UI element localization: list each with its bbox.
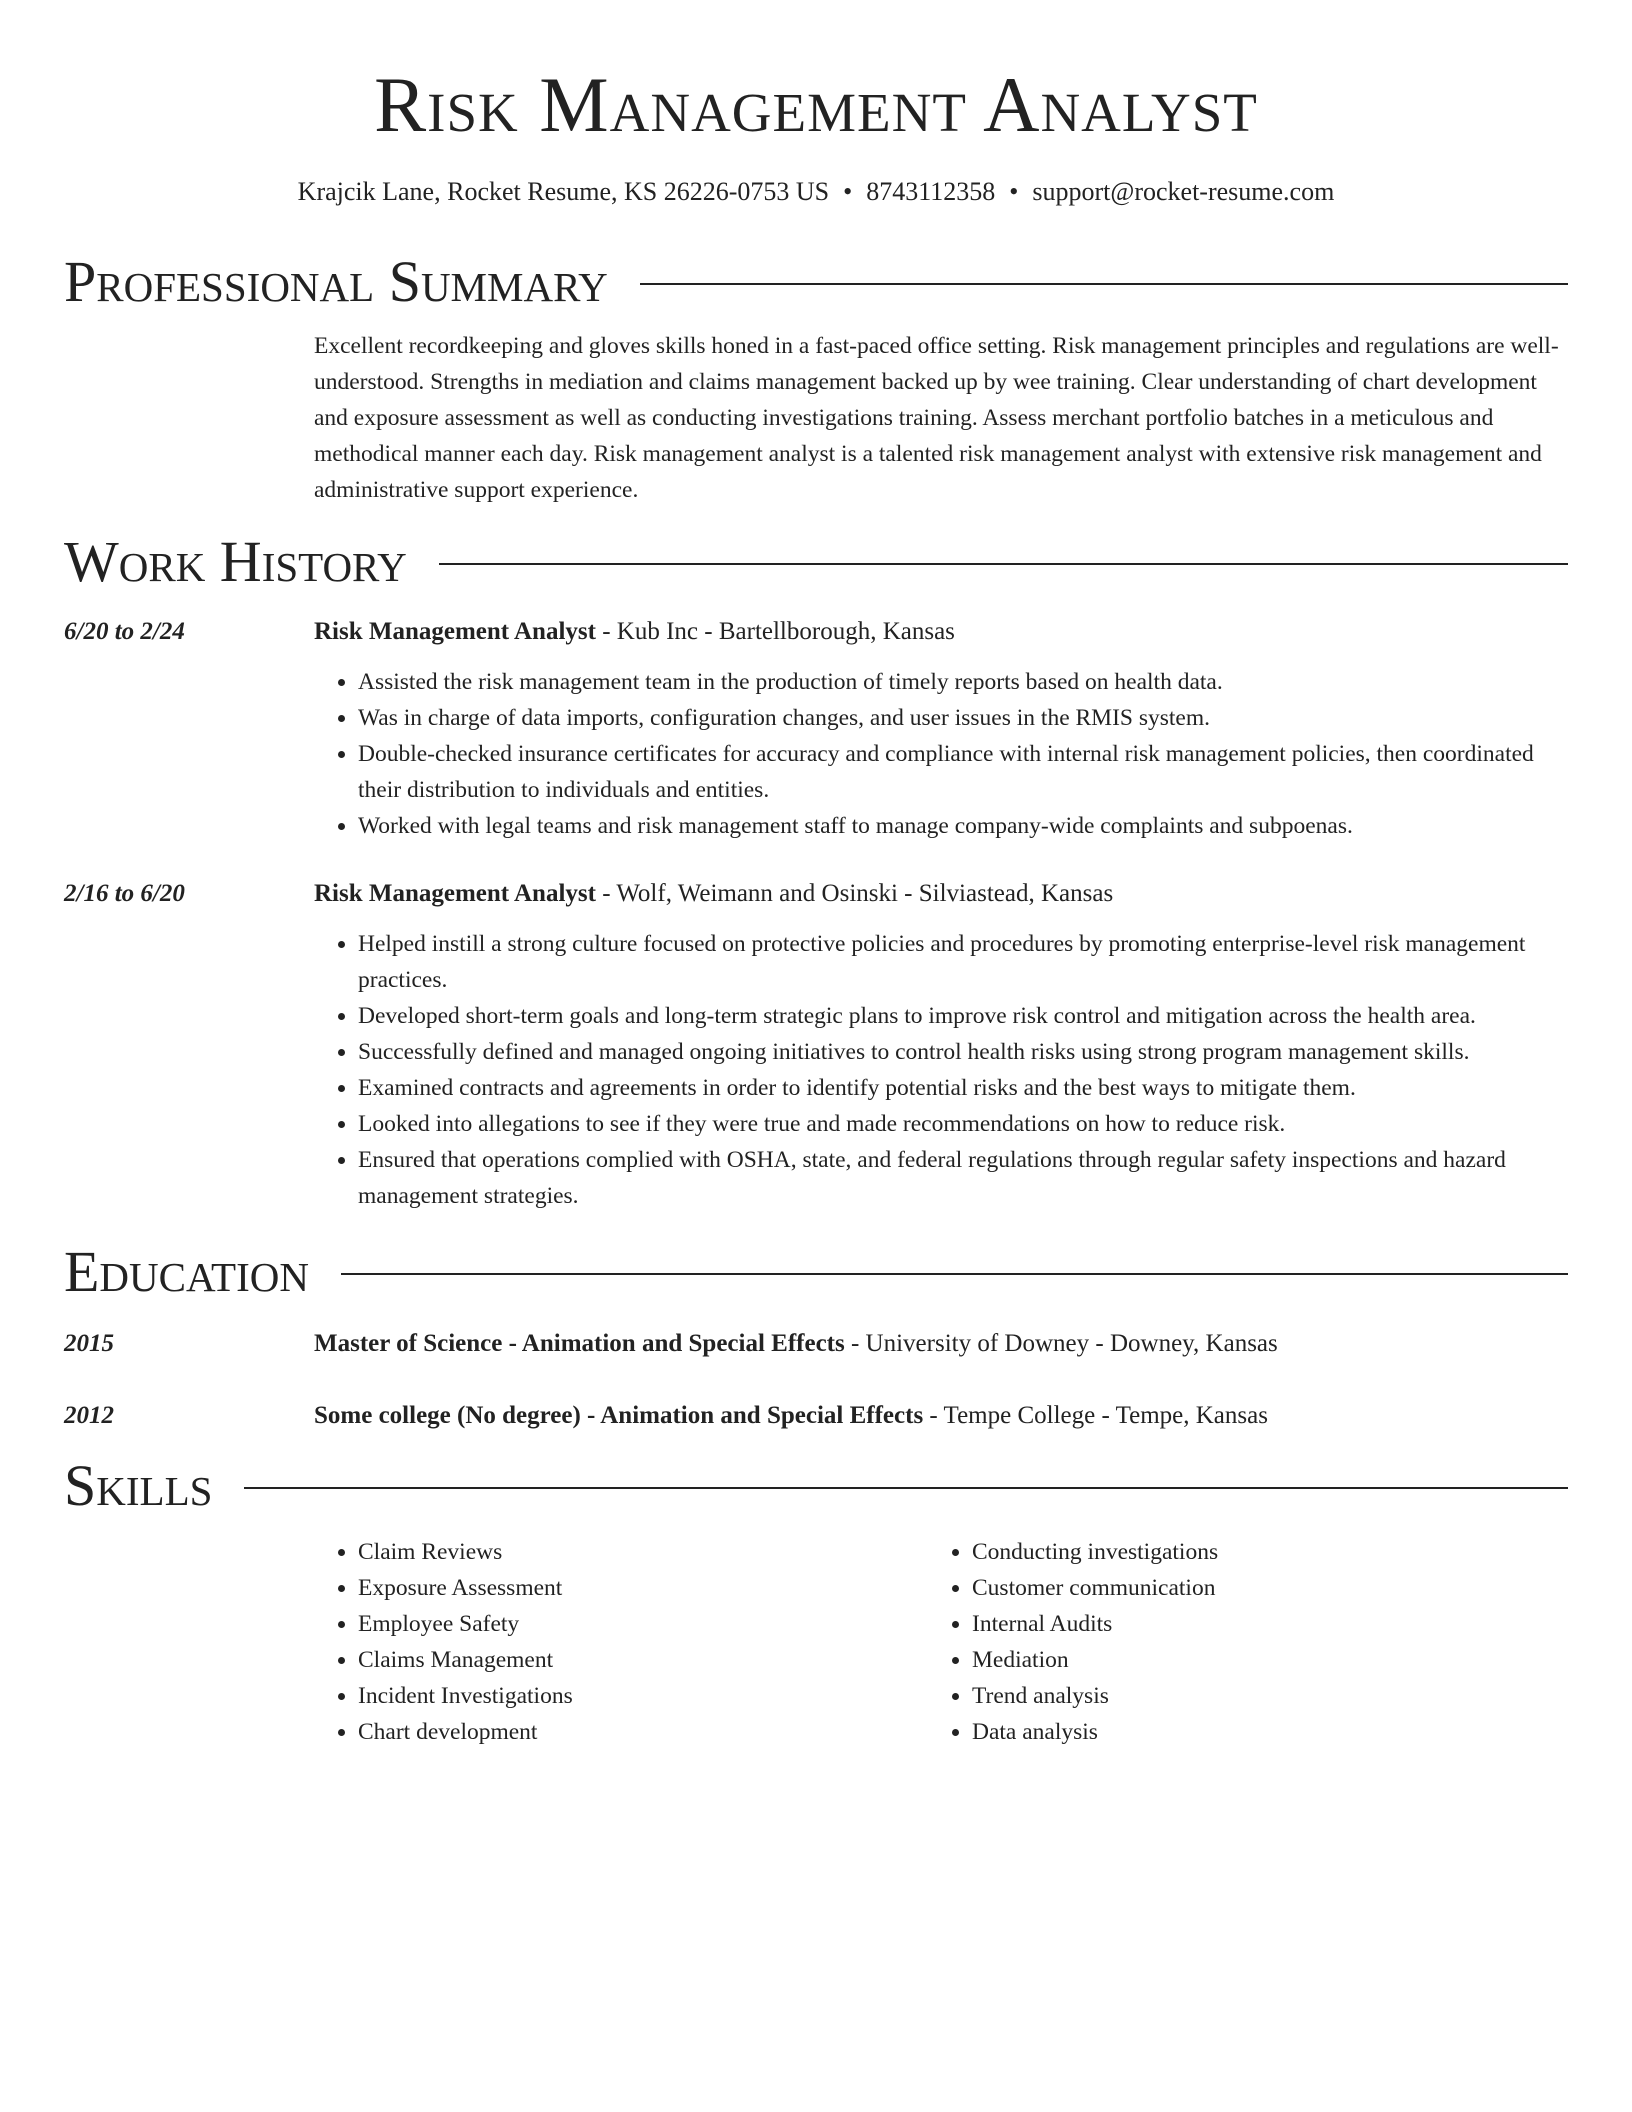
job-entry <box>64 614 1568 844</box>
job-dates: 6/20 to 2/24 <box>64 618 185 645</box>
education-line <box>314 1326 1568 1362</box>
contact-line <box>64 176 1568 208</box>
job-details: - Kub Inc - Bartellborough, Kansas <box>595 618 955 645</box>
skill-item: • Claims Management <box>358 1642 928 1678</box>
skill-item: • Internal Audits <box>972 1606 1542 1642</box>
job-dates: 2/16 to 6/20 <box>64 880 185 907</box>
job-title: Risk Management Analyst <box>314 880 596 907</box>
section-title: Work History <box>64 529 407 594</box>
skill-item: • Customer communication <box>972 1570 1542 1606</box>
job-details: - Wolf, Weimann and Osinski - Silviastead, Kansas <box>595 880 1114 907</box>
job-bullet: • Ensured that operations complied with OSHA, state, and federal regulations through regular safety inspections and hazard management strategies. <box>358 1142 1568 1214</box>
job-bullet: • Double-checked insurance certificates for accuracy and compliance with internal risk management policies, then coordinated their distribution to individuals and entities. <box>358 736 1568 808</box>
education-line <box>314 1398 1568 1434</box>
section-divider <box>439 563 1568 565</box>
section-skills-heading <box>64 1454 1568 1518</box>
skill-item: • Mediation <box>972 1642 1542 1678</box>
skill-item: • Claim Reviews <box>358 1534 928 1570</box>
section-divider <box>341 1273 1568 1275</box>
job-bullets <box>314 926 1568 1214</box>
skill-item: • Exposure Assessment <box>358 1570 928 1606</box>
job-entry <box>64 876 1568 1214</box>
skills-list <box>314 1534 1568 1750</box>
job-bullet: • Worked with legal teams and risk management staff to manage company-wide complaints and subpoenas. <box>358 808 1568 844</box>
section-divider <box>640 283 1568 285</box>
job-bullet: • Helped instill a strong culture focused on protective policies and procedures by promoting enterprise-level risk management practices. <box>358 926 1568 998</box>
job-title-line <box>314 876 1568 912</box>
section-education-heading <box>64 1240 1568 1304</box>
contact-address: Krajcik Lane, Rocket Resume, KS 26226-0753 US <box>297 177 830 206</box>
skill-item: • Conducting investigations <box>972 1534 1542 1570</box>
candidate-title: Risk Management Analyst <box>374 61 1258 148</box>
skill-item: • Trend analysis <box>972 1678 1542 1714</box>
section-title: Professional Summary <box>64 249 608 314</box>
skills-column-left <box>314 1534 928 1750</box>
section-title: Education <box>64 1239 309 1304</box>
skill-item: • Employee Safety <box>358 1606 928 1642</box>
skills-column-right <box>928 1534 1542 1750</box>
job-bullet: • Looked into allegations to see if they were true and made recommendations on how to reduce risk. <box>358 1106 1568 1142</box>
job-bullet: • Assisted the risk management team in the production of timely reports based on health data. <box>358 664 1568 700</box>
education-year: 2015 <box>64 1330 114 1357</box>
section-divider <box>244 1487 1568 1489</box>
education-degree: Master of Science - Animation and Special Effects <box>314 1330 845 1357</box>
section-work-heading <box>64 530 1568 594</box>
skill-item: • Data analysis <box>972 1714 1542 1750</box>
education-details: - Tempe College - Tempe, Kansas <box>923 1402 1268 1429</box>
job-bullet: • Developed short-term goals and long-term strategic plans to improve risk control and mitigation across the health area. <box>358 998 1568 1034</box>
job-header <box>64 876 1568 912</box>
education-degree: Some college (No degree) - Animation and Special Effects <box>314 1402 924 1429</box>
contact-separator: • <box>843 177 853 206</box>
skill-item: • Chart development <box>358 1714 928 1750</box>
job-bullet: • Successfully defined and managed ongoing initiatives to control health risks using strong program management skills. <box>358 1034 1568 1070</box>
section-title: Skills <box>64 1453 213 1518</box>
job-title: Risk Management Analyst <box>314 618 596 645</box>
job-bullet: • Examined contracts and agreements in order to identify potential risks and the best ways to mitigate them. <box>358 1070 1568 1106</box>
education-entry <box>64 1398 1568 1434</box>
education-year: 2012 <box>64 1402 114 1429</box>
education-entry <box>64 1326 1568 1362</box>
job-bullets <box>314 664 1568 844</box>
job-title-line <box>314 614 1568 650</box>
skill-item: • Incident Investigations <box>358 1678 928 1714</box>
contact-separator: • <box>1009 177 1019 206</box>
education-details: - University of Downey - Downey, Kansas <box>844 1330 1278 1357</box>
contact-email: support@rocket-resume.com <box>1032 177 1335 206</box>
section-summary-heading <box>64 250 1568 314</box>
contact-phone: 8743112358 <box>866 177 996 206</box>
summary-text: Excellent recordkeeping and gloves skills honed in a fast-paced office setting. Risk management principles and regulations are well-understood. Strengths in mediation and claims management backed up by wee training. Clear understanding of chart development and exposure assessment as well as conducting investigations training. Assess merchant portfolio batches in a meticulous and methodical manner each day. Risk management analyst is a talented risk management analyst with extensive risk management and administrative support experience. <box>314 333 1559 503</box>
job-header <box>64 614 1568 650</box>
job-bullet: • Was in charge of data imports, configuration changes, and user issues in the RMIS system. <box>358 700 1568 736</box>
